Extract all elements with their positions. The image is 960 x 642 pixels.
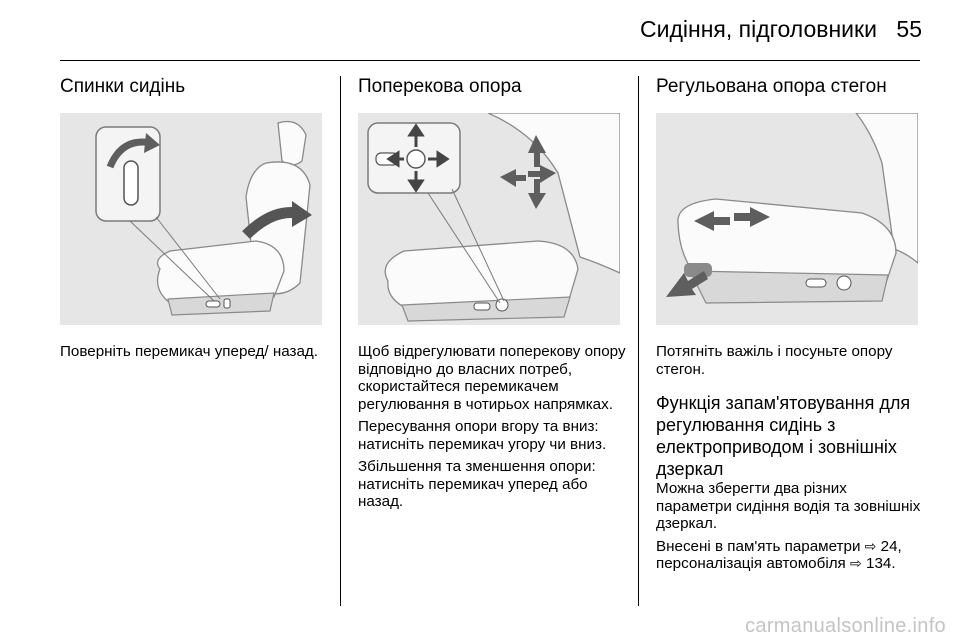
column-lumbar-support bbox=[358, 76, 630, 516]
page-reference-134[interactable]: 134. bbox=[866, 555, 896, 572]
lumbar-paragraph-1: Щоб відрегулювати поперекову опору відповідно до власних потреб, скористайтеся перемикачем регулювання в чотирьох напрямках. bbox=[358, 343, 626, 413]
thigh-support-instruction: Потягніть важіль і посуньте опору стегон. bbox=[656, 343, 893, 378]
lumbar-paragraph-3: Збільшення та зменшення опори: натисніть перемикач уперед або назад. bbox=[358, 458, 596, 510]
section-heading-backrest: Спинки сидінь bbox=[60, 76, 186, 97]
memory-text-b: персоналізація автомобіля bbox=[656, 555, 846, 572]
seat-backrest-illustration bbox=[60, 113, 322, 325]
page-number: 55 bbox=[896, 16, 922, 42]
page-title: Сидіння, підголовники bbox=[640, 16, 877, 42]
column-seat-backrest bbox=[60, 76, 330, 366]
watermark: carmanualsonline.info bbox=[745, 615, 946, 637]
memory-paragraph-2 bbox=[656, 538, 924, 573]
memory-text-a: Внесені в пам'ять параметри bbox=[656, 537, 861, 555]
lumbar-support-illustration bbox=[358, 113, 620, 325]
page-reference-icon: ⇨ bbox=[850, 555, 862, 571]
column-thigh-support bbox=[656, 76, 924, 578]
header-rule bbox=[60, 60, 920, 61]
section-heading-memory-function: Функція запам'ятовування для регулювання сидінь з електроприводом і зовнішніх дзеркал bbox=[656, 393, 911, 479]
page-reference-24[interactable]: 24, bbox=[880, 537, 902, 555]
column-divider bbox=[340, 76, 341, 606]
page-reference-icon: ⇨ bbox=[864, 537, 877, 554]
lumbar-paragraph-2: Пересування опори вгору та вниз: натисніть перемикач угору чи вниз. bbox=[358, 418, 607, 453]
section-heading-lumbar: Поперекова опора bbox=[358, 76, 522, 97]
backrest-instruction: Поверніть перемикач уперед/ назад. bbox=[60, 343, 318, 360]
thigh-support-illustration bbox=[656, 113, 918, 325]
column-divider bbox=[638, 76, 639, 606]
memory-paragraph-1: Можна зберегти два різних параметри сидіння водія та зовнішніх дзеркал. bbox=[656, 480, 921, 532]
section-heading-thigh-support: Регульована опора стегон bbox=[656, 76, 887, 97]
